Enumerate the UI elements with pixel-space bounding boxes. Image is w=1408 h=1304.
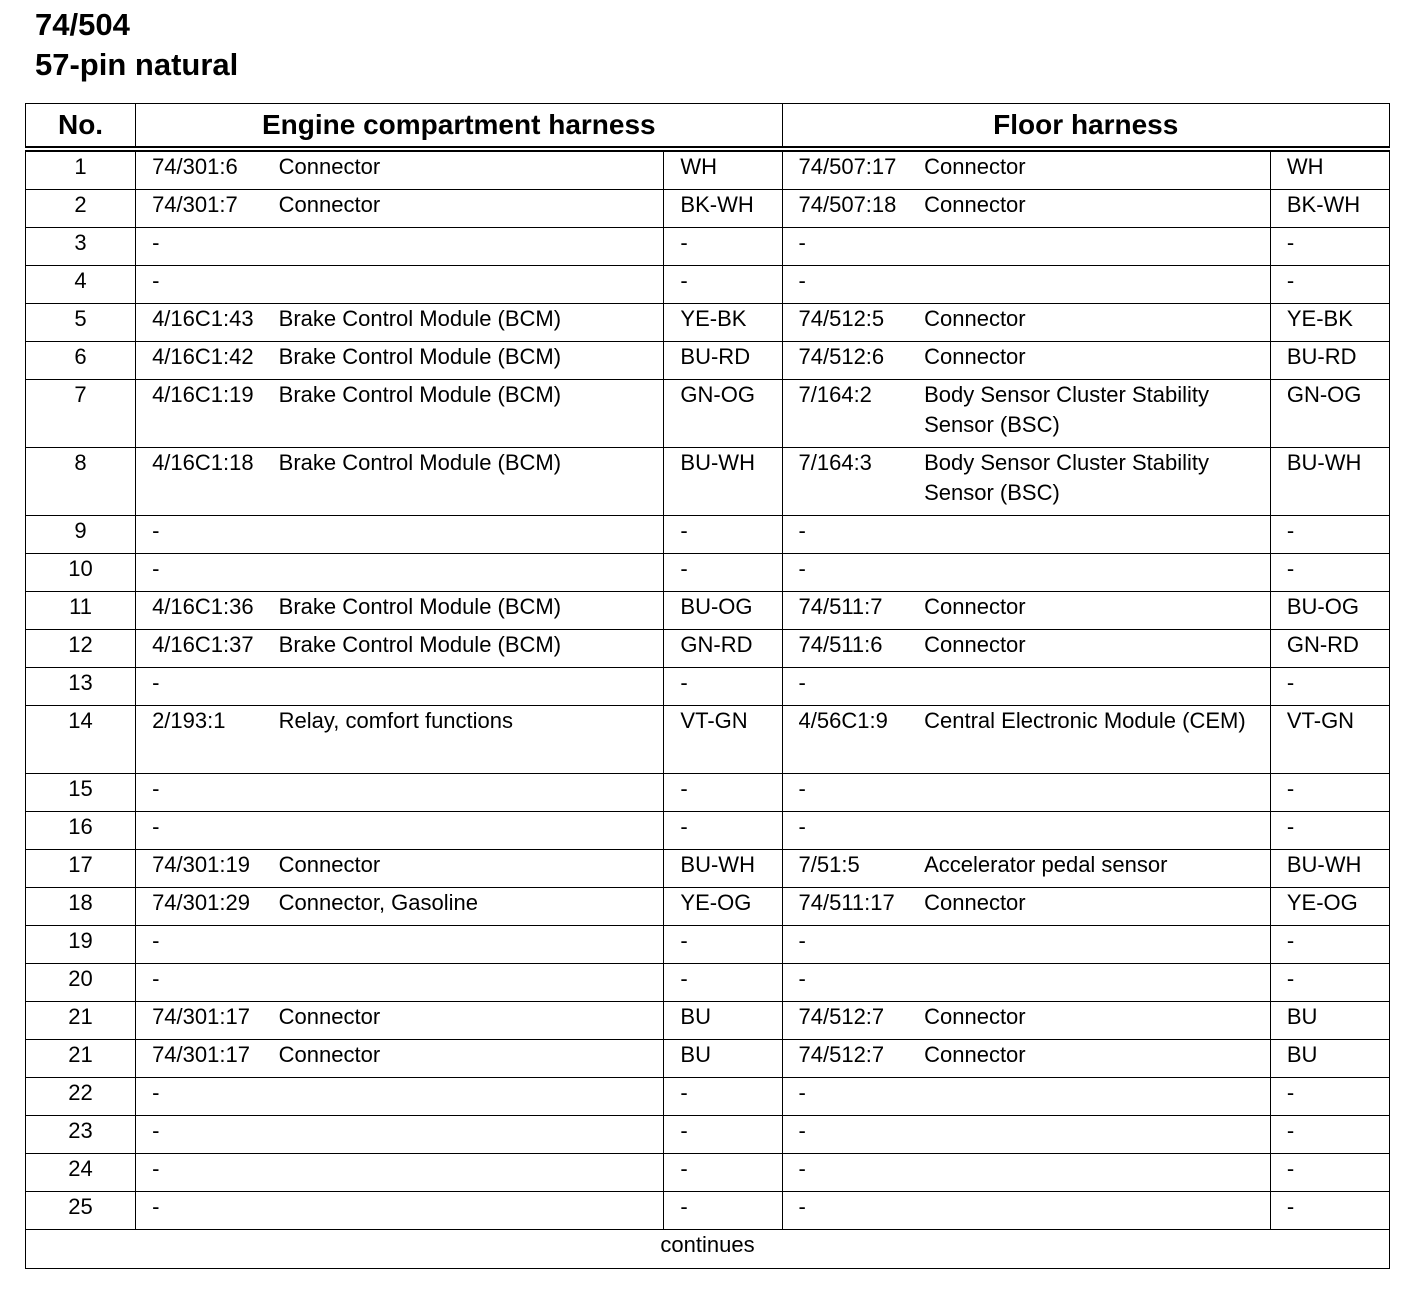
floor-component-desc: Body Sensor Cluster Stability Sensor (BSC) <box>924 448 1270 516</box>
floor-component-desc <box>924 1192 1270 1230</box>
floor-component-desc <box>924 774 1270 812</box>
floor-wire-color: BU-WH <box>1270 448 1389 516</box>
table-footer-row <box>26 1230 1390 1269</box>
table-row <box>26 668 1390 706</box>
table-row <box>26 964 1390 1002</box>
pin-number: 21 <box>26 1040 136 1078</box>
engine-terminal-code: - <box>136 668 279 706</box>
floor-component-desc <box>924 812 1270 850</box>
table-row <box>26 706 1390 774</box>
engine-wire-color: - <box>664 266 782 304</box>
floor-terminal-code: - <box>782 668 924 706</box>
table-row <box>26 228 1390 266</box>
engine-terminal-code: - <box>136 1192 279 1230</box>
floor-component-desc <box>924 1154 1270 1192</box>
engine-terminal-code: - <box>136 1154 279 1192</box>
pin-number: 14 <box>26 706 136 774</box>
floor-terminal-code: 7/164:3 <box>782 448 924 516</box>
floor-terminal-code: - <box>782 926 924 964</box>
pin-number: 4 <box>26 266 136 304</box>
engine-terminal-code: 74/301:6 <box>136 149 279 190</box>
floor-terminal-code: - <box>782 964 924 1002</box>
engine-terminal-code: 74/301:17 <box>136 1040 279 1078</box>
floor-component-desc: Connector <box>924 1040 1270 1078</box>
floor-component-desc: Connector <box>924 630 1270 668</box>
engine-wire-color: - <box>664 812 782 850</box>
engine-wire-color: BU-RD <box>664 342 782 380</box>
pin-number: 13 <box>26 668 136 706</box>
table-row <box>26 888 1390 926</box>
table-row <box>26 149 1390 190</box>
engine-terminal-code: 4/16C1:36 <box>136 592 279 630</box>
engine-component-desc <box>279 1192 664 1230</box>
engine-wire-color: VT-GN <box>664 706 782 774</box>
floor-wire-color: BU <box>1270 1002 1389 1040</box>
floor-component-desc <box>924 1116 1270 1154</box>
engine-wire-color: - <box>664 554 782 592</box>
engine-terminal-code: 4/16C1:37 <box>136 630 279 668</box>
engine-wire-color: YE-OG <box>664 888 782 926</box>
pin-number: 22 <box>26 1078 136 1116</box>
engine-wire-color: BU-WH <box>664 448 782 516</box>
pin-number: 2 <box>26 190 136 228</box>
engine-terminal-code: 74/301:19 <box>136 850 279 888</box>
engine-terminal-code: 4/16C1:42 <box>136 342 279 380</box>
floor-component-desc: Connector <box>924 342 1270 380</box>
engine-component-desc: Connector <box>279 850 664 888</box>
floor-wire-color: - <box>1270 554 1389 592</box>
engine-component-desc <box>279 554 664 592</box>
pin-number: 6 <box>26 342 136 380</box>
engine-terminal-code: - <box>136 516 279 554</box>
table-row <box>26 342 1390 380</box>
floor-terminal-code: - <box>782 1154 924 1192</box>
floor-wire-color: BK-WH <box>1270 190 1389 228</box>
pin-number: 17 <box>26 850 136 888</box>
engine-component-desc: Relay, comfort functions <box>279 706 664 774</box>
floor-component-desc <box>924 266 1270 304</box>
pin-number: 1 <box>26 149 136 190</box>
floor-component-desc <box>924 964 1270 1002</box>
floor-wire-color: - <box>1270 516 1389 554</box>
pin-number: 19 <box>26 926 136 964</box>
engine-terminal-code: 4/16C1:19 <box>136 380 279 448</box>
engine-component-desc: Brake Control Module (BCM) <box>279 592 664 630</box>
engine-component-desc: Connector <box>279 149 664 190</box>
engine-terminal-code: - <box>136 266 279 304</box>
engine-wire-color: - <box>664 774 782 812</box>
engine-component-desc <box>279 926 664 964</box>
engine-component-desc <box>279 1116 664 1154</box>
floor-wire-color: - <box>1270 668 1389 706</box>
floor-terminal-code: - <box>782 1116 924 1154</box>
engine-terminal-code: 74/301:29 <box>136 888 279 926</box>
engine-wire-color: - <box>664 1154 782 1192</box>
floor-component-desc: Body Sensor Cluster Stability Sensor (BSC) <box>924 380 1270 448</box>
engine-wire-color: GN-OG <box>664 380 782 448</box>
engine-component-desc: Connector <box>279 1002 664 1040</box>
floor-component-desc: Connector <box>924 304 1270 342</box>
table-row <box>26 1002 1390 1040</box>
engine-component-desc: Brake Control Module (BCM) <box>279 380 664 448</box>
column-header-floor: Floor harness <box>782 104 1389 150</box>
pin-number: 7 <box>26 380 136 448</box>
engine-terminal-code: - <box>136 774 279 812</box>
floor-wire-color: - <box>1270 964 1389 1002</box>
connector-id-title: 74/504 <box>35 7 130 42</box>
table-row <box>26 1154 1390 1192</box>
engine-wire-color: BU-OG <box>664 592 782 630</box>
table-row <box>26 1078 1390 1116</box>
floor-component-desc: Accelerator pedal sensor <box>924 850 1270 888</box>
floor-terminal-code: 74/512:7 <box>782 1040 924 1078</box>
pin-number: 15 <box>26 774 136 812</box>
engine-wire-color: - <box>664 668 782 706</box>
floor-component-desc: Connector <box>924 190 1270 228</box>
floor-terminal-code: 74/507:18 <box>782 190 924 228</box>
engine-wire-color: BU-WH <box>664 850 782 888</box>
pin-number: 18 <box>26 888 136 926</box>
floor-terminal-code: 74/511:7 <box>782 592 924 630</box>
engine-wire-color: - <box>664 1078 782 1116</box>
table-row <box>26 630 1390 668</box>
table-row <box>26 554 1390 592</box>
floor-component-desc <box>924 554 1270 592</box>
table-row <box>26 380 1390 448</box>
floor-wire-color: YE-OG <box>1270 888 1389 926</box>
engine-component-desc <box>279 964 664 1002</box>
floor-component-desc: Connector <box>924 149 1270 190</box>
table-row <box>26 266 1390 304</box>
engine-terminal-code: - <box>136 926 279 964</box>
column-header-no: No. <box>26 104 136 150</box>
floor-terminal-code: 7/51:5 <box>782 850 924 888</box>
engine-wire-color: - <box>664 516 782 554</box>
engine-terminal-code: - <box>136 964 279 1002</box>
engine-component-desc: Brake Control Module (BCM) <box>279 342 664 380</box>
floor-terminal-code: 74/512:6 <box>782 342 924 380</box>
pin-number: 12 <box>26 630 136 668</box>
floor-component-desc <box>924 228 1270 266</box>
engine-component-desc <box>279 266 664 304</box>
table-row <box>26 812 1390 850</box>
floor-wire-color: BU-OG <box>1270 592 1389 630</box>
floor-wire-color: - <box>1270 926 1389 964</box>
floor-component-desc: Connector <box>924 592 1270 630</box>
floor-wire-color: - <box>1270 266 1389 304</box>
floor-terminal-code: - <box>782 516 924 554</box>
floor-component-desc <box>924 516 1270 554</box>
column-header-engine: Engine compartment harness <box>136 104 782 150</box>
engine-terminal-code: - <box>136 554 279 592</box>
engine-wire-color: YE-BK <box>664 304 782 342</box>
engine-wire-color: GN-RD <box>664 630 782 668</box>
floor-terminal-code: - <box>782 266 924 304</box>
floor-wire-color: - <box>1270 1192 1389 1230</box>
table-body <box>26 149 1390 1230</box>
table-row <box>26 1192 1390 1230</box>
engine-terminal-code: 74/301:17 <box>136 1002 279 1040</box>
floor-terminal-code: - <box>782 1078 924 1116</box>
table-row <box>26 1116 1390 1154</box>
engine-wire-color: BU <box>664 1040 782 1078</box>
pin-number: 25 <box>26 1192 136 1230</box>
engine-terminal-code: 4/16C1:18 <box>136 448 279 516</box>
engine-component-desc: Brake Control Module (BCM) <box>279 304 664 342</box>
pin-number: 23 <box>26 1116 136 1154</box>
engine-wire-color: - <box>664 926 782 964</box>
floor-wire-color: - <box>1270 1078 1389 1116</box>
table-row <box>26 304 1390 342</box>
pin-number: 10 <box>26 554 136 592</box>
floor-terminal-code: 74/512:5 <box>782 304 924 342</box>
floor-terminal-code: - <box>782 774 924 812</box>
table-header-row <box>26 104 1390 150</box>
floor-component-desc <box>924 1078 1270 1116</box>
pin-number: 9 <box>26 516 136 554</box>
pin-number: 5 <box>26 304 136 342</box>
engine-wire-color: - <box>664 1116 782 1154</box>
floor-component-desc: Central Electronic Module (CEM) <box>924 706 1270 774</box>
floor-wire-color: WH <box>1270 149 1389 190</box>
floor-terminal-code: 74/511:17 <box>782 888 924 926</box>
floor-terminal-code: - <box>782 1192 924 1230</box>
table-row <box>26 448 1390 516</box>
floor-wire-color: - <box>1270 1116 1389 1154</box>
engine-wire-color: BU <box>664 1002 782 1040</box>
engine-component-desc <box>279 228 664 266</box>
engine-terminal-code: - <box>136 228 279 266</box>
engine-terminal-code: - <box>136 812 279 850</box>
engine-wire-color: - <box>664 1192 782 1230</box>
floor-terminal-code: 7/164:2 <box>782 380 924 448</box>
floor-component-desc <box>924 926 1270 964</box>
floor-wire-color: BU <box>1270 1040 1389 1078</box>
engine-component-desc <box>279 812 664 850</box>
engine-component-desc <box>279 774 664 812</box>
engine-terminal-code: - <box>136 1078 279 1116</box>
engine-component-desc: Brake Control Module (BCM) <box>279 448 664 516</box>
pin-number: 3 <box>26 228 136 266</box>
floor-terminal-code: - <box>782 812 924 850</box>
floor-wire-color: BU-WH <box>1270 850 1389 888</box>
engine-terminal-code: - <box>136 1116 279 1154</box>
engine-component-desc: Brake Control Module (BCM) <box>279 630 664 668</box>
floor-terminal-code: 74/511:6 <box>782 630 924 668</box>
floor-wire-color: - <box>1270 774 1389 812</box>
pin-number: 24 <box>26 1154 136 1192</box>
engine-component-desc <box>279 1154 664 1192</box>
engine-wire-color: WH <box>664 149 782 190</box>
floor-component-desc: Connector <box>924 1002 1270 1040</box>
pin-number: 16 <box>26 812 136 850</box>
engine-wire-color: - <box>664 964 782 1002</box>
engine-terminal-code: 2/193:1 <box>136 706 279 774</box>
floor-component-desc <box>924 668 1270 706</box>
table-row <box>26 774 1390 812</box>
engine-component-desc <box>279 1078 664 1116</box>
engine-terminal-code: 4/16C1:43 <box>136 304 279 342</box>
pin-number: 21 <box>26 1002 136 1040</box>
engine-wire-color: BK-WH <box>664 190 782 228</box>
engine-component-desc <box>279 668 664 706</box>
pin-number: 20 <box>26 964 136 1002</box>
floor-terminal-code: 74/507:17 <box>782 149 924 190</box>
floor-wire-color: - <box>1270 1154 1389 1192</box>
floor-wire-color: - <box>1270 228 1389 266</box>
engine-component-desc: Connector <box>279 1040 664 1078</box>
floor-wire-color: VT-GN <box>1270 706 1389 774</box>
floor-wire-color: GN-RD <box>1270 630 1389 668</box>
floor-wire-color: YE-BK <box>1270 304 1389 342</box>
engine-terminal-code: 74/301:7 <box>136 190 279 228</box>
floor-terminal-code: 4/56C1:9 <box>782 706 924 774</box>
floor-terminal-code: - <box>782 228 924 266</box>
continues-note: continues <box>26 1230 1390 1269</box>
table-row <box>26 926 1390 964</box>
table-row <box>26 1040 1390 1078</box>
floor-wire-color: GN-OG <box>1270 380 1389 448</box>
pin-number: 8 <box>26 448 136 516</box>
table-row <box>26 516 1390 554</box>
floor-wire-color: - <box>1270 812 1389 850</box>
table-row <box>26 850 1390 888</box>
engine-component-desc: Connector, Gasoline <box>279 888 664 926</box>
table-row <box>26 592 1390 630</box>
floor-terminal-code: - <box>782 554 924 592</box>
floor-wire-color: BU-RD <box>1270 342 1389 380</box>
engine-wire-color: - <box>664 228 782 266</box>
engine-component-desc: Connector <box>279 190 664 228</box>
pin-number: 11 <box>26 592 136 630</box>
engine-component-desc <box>279 516 664 554</box>
floor-terminal-code: 74/512:7 <box>782 1002 924 1040</box>
pinout-table <box>25 103 1390 1269</box>
floor-component-desc: Connector <box>924 888 1270 926</box>
table-row <box>26 190 1390 228</box>
connector-description: 57-pin natural <box>35 47 239 82</box>
